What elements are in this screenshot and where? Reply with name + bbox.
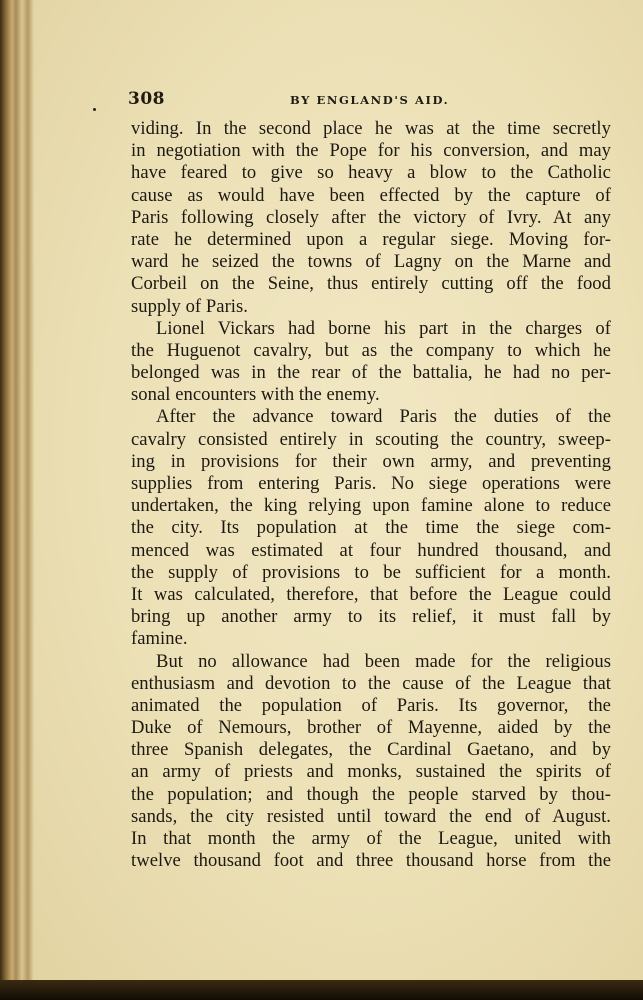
text-line: the Huguenot cavalry, but as the company to which he [131, 339, 611, 361]
text-line: It was calculated, therefore, that before the League could [131, 583, 611, 605]
text-line: an army of priests and monks, sustained the spirits of [131, 761, 611, 783]
text-line: the population; and though the people starved by thou- [131, 783, 611, 805]
text-line: undertaken, the king relying upon famine alone to reduce [131, 495, 611, 517]
text-line: ing in provisions for their own army, and preventing [131, 450, 611, 472]
text-line: have feared to give so heavy a blow to the Catholic [131, 162, 611, 184]
text-line: supplies from entering Paris. No siege operations were [131, 473, 611, 494]
page-header [128, 89, 624, 111]
page-bottom-shadow [0, 980, 643, 1000]
text-line: Duke of Nemours, brother of Mayenne, aided by the [131, 717, 611, 739]
text-line: famine. [131, 628, 188, 650]
text-line: Corbeil on the Seine, thus entirely cutting off the food [131, 273, 611, 295]
text-line: ward he seized the towns of Lagny on the Marne and [131, 251, 611, 273]
text-line: Paris following closely after the victory of Ivry. At any [131, 206, 611, 228]
text-line: bring up another army to its relief, it must fall by [131, 606, 611, 628]
text-line: rate he determined upon a regular siege. Moving for- [131, 228, 611, 250]
text-line: the supply of provisions to be sufficient for a month. [131, 561, 611, 583]
text-line: viding. In the second place he was at the time secretly [131, 118, 611, 139]
text-line: cavalry consisted entirely in scouting the country, sweep- [131, 428, 611, 450]
text-line: sonal encounters with the enemy. [131, 384, 380, 406]
text-line: cause as would have been effected by the capture of [131, 184, 611, 206]
text-line: three Spanish delegates, the Cardinal Gaetano, and by [131, 739, 611, 761]
running-head: BY ENGLAND'S AID. [290, 93, 450, 107]
text-line: supply of Paris. [131, 295, 249, 317]
page-number: 308 [128, 89, 165, 109]
text-line: the city. Its population at the time the siege com- [131, 517, 611, 539]
text-line: In that month the army of the League, united with [131, 828, 611, 849]
text-line: enthusiasm and devotion to the cause of the League that [131, 672, 611, 694]
text-line: animated the population of Paris. Its governor, the [131, 694, 611, 716]
text-line: belonged was in the rear of the battalia, he had no per- [131, 362, 611, 384]
text-line: twelve thousand foot and three thousand horse from the [131, 850, 611, 872]
text-line: sands, the city resisted until toward the end of August. [131, 805, 611, 827]
book-binding-edge [0, 0, 38, 1000]
ink-speck [93, 108, 96, 111]
text-line: Lionel Vickars had borne his part in the charges of [156, 317, 611, 339]
text-line: After the advance toward Paris the duties of the [156, 406, 611, 428]
text-line: menced was estimated at four hundred thousand, and [131, 539, 611, 561]
body-text [131, 118, 611, 872]
text-line: But no allowance had been made for the religious [156, 650, 611, 672]
text-line: in negotiation with the Pope for his conversion, and may [131, 140, 611, 162]
